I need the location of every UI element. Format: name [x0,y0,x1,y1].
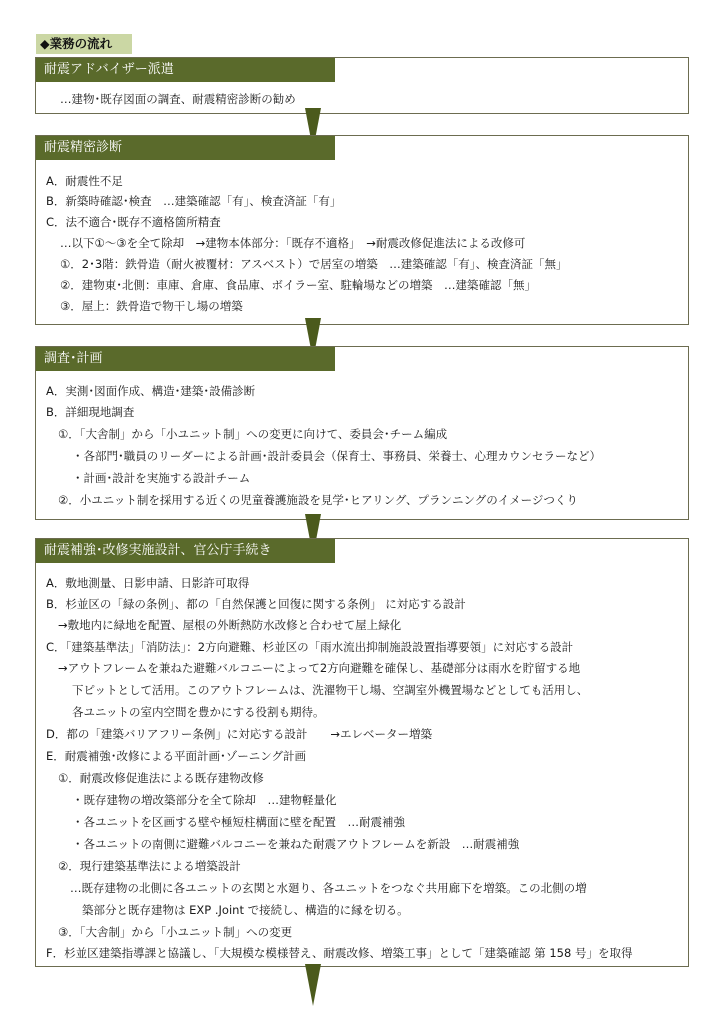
section-line: ②．小ユニット制を採用する近くの児童養護施設を見学･ヒアリング、プランニングのイメージつくり [58,493,578,507]
section-advisor [35,57,689,114]
section-diagnosis [35,135,689,325]
section-line: A．敷地測量、日影申請、日影許可取得 [46,576,250,590]
section-line: …建物･既存図面の調査、耐震精密診断の勧め [60,92,296,106]
section-line: C．「建築基準法」「消防法」：2方向避難、杉並区の「雨水流出抑制施設設置指導要領」に対応する設計 [46,640,574,654]
section-header: 耐震精密診断 [36,136,335,160]
section-line: F．杉並区建築指導課と協議し、「大規模な模様替え、耐震改修、増築工事」として「建築確認 第 158 号」を取得 [46,946,633,960]
section-line: →敷地内に緑地を配置、屋根の外断熱防水改修と合わせて屋上緑化 [58,618,402,632]
section-design-procedures [35,538,689,967]
section-header: 耐震補強･改修実施設計、官公庁手続き [36,539,335,563]
section-line: 築部分と既存建物は EXP .Joint で接続し、構造的に縁を切る。 [82,903,409,917]
section-line: 下ピットとして活用。このアウトフレームは、洗濯物干し場、空調室外機置場などとしても活用し、 [72,683,589,697]
section-line: A．実測･図面作成、構造･建築･設備診断 [46,384,256,398]
section-line: A．耐震性不足 [46,174,123,188]
section-line: B．新築時確認･検査 …建築確認「有」、検査済証「有」 [46,194,342,208]
section-line: C．法不適合･既存不適格箇所精査 [46,215,221,229]
section-line: ③．屋上：鉄骨造で物干し場の増築 [60,299,243,313]
section-line: →アウトフレームを兼ねた避難バルコニーによって2方向避難を確保し、基礎部分は雨水を貯留する地 [58,661,581,675]
section-header: 調査･計画 [36,347,335,371]
section-line: E．耐震補強･改修による平面計画･ゾーニング計画 [46,749,307,763]
section-survey-plan [35,346,689,520]
section-line: B．詳細現地調査 [46,405,135,419]
section-line: ①．2･3階：鉄骨造（耐火被覆材：アスベスト）で居室の増築 …建築確認「有」、検査済証「無」 [60,257,568,271]
section-line: ②．建物東･北側：車庫、倉庫、食品庫、ボイラー室、駐輪場などの増築 …建築確認「無」 [60,278,537,292]
flow-arrow-down [305,964,321,1006]
section-line: …以下①～③を全て除却 →建物本体部分：「既存不適格」 →耐震改修促進法による改修可 [60,236,526,250]
section-line: D．都の「建築バリアフリー条例」に対応する設計 →エレベーター増築 [46,727,433,741]
section-header: 耐震アドバイザー派遣 [36,58,335,82]
section-line: ・計画･設計を実施する設計チーム [72,471,251,485]
section-line: ・各ユニットを区画する壁や極短柱構面に壁を配置 …耐震補強 [72,815,406,829]
section-line: ・各ユニットの南側に避難バルコニーを兼ねた耐震アウトフレームを新設 …耐震補強 [72,837,520,851]
section-line: ・既存建物の増改築部分を全て除却 …建物軽量化 [72,793,337,807]
section-line: …既存建物の北側に各ユニットの玄関と水廻り、各ユニットをつなぐ共用廊下を増築。この北側の増 [70,881,587,895]
page-title: ◆業務の流れ [36,34,132,54]
section-line: 各ユニットの室内空間を豊かにする役割も期待。 [72,705,325,719]
section-line: ・各部門･職員のリーダーによる計画･設計委員会（保育士、事務員、栄養士、心理カウンセラーなど） [72,449,601,463]
section-line: ②．現行建築基準法による増築設計 [58,859,241,873]
section-line: ③．「大舎制」から「小ユニット制」への変更 [58,925,293,939]
section-line: ①．「大舎制」から「小ユニット制」への変更に向けて、委員会･チーム編成 [58,427,448,441]
section-line: B．杉並区の「緑の条例」、都の「自然保護と回復に関する条例」 に対応する設計 [46,597,466,611]
section-line: ①．耐震改修促進法による既存建物改修 [58,771,264,785]
